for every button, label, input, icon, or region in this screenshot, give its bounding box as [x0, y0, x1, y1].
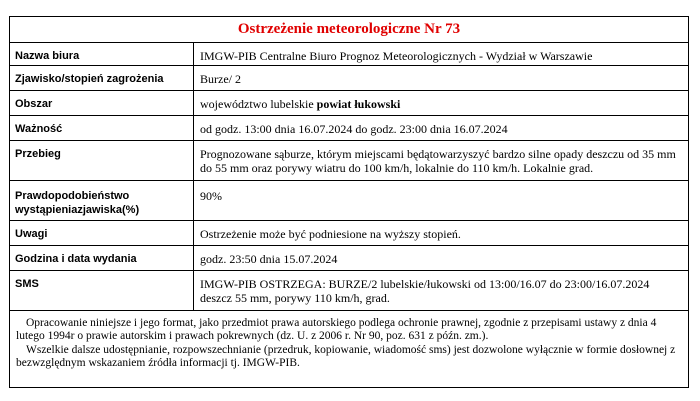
row-obszar	[10, 90, 688, 115]
row-label: Zjawisko/stopień zagrożenia	[10, 65, 194, 90]
row-label: SMS	[10, 270, 194, 310]
row-label: Prawdopodobieństwo wystąpieniazjawiska(%)	[10, 180, 194, 220]
distribution-paragraph: Wszelkie dalsze udostępnianie, rozpowszechnianie (przedruk, kopiowanie, wiadomość sms) jest dozwolone wyłącznie w formie dosłownej z bezwzględnym wskazaniem źródła informacji tj. IMGW-PIB.	[16, 343, 676, 369]
row-waznosc	[10, 115, 688, 140]
row-value: Burze/ 2	[194, 65, 689, 90]
row-uwagi	[10, 220, 688, 245]
row-nazwa-biura	[10, 43, 688, 65]
warning-document	[9, 16, 689, 388]
row-value	[194, 90, 689, 115]
obszar-prefix: województwo lubelskie	[200, 96, 317, 111]
row-value: 90%	[194, 180, 689, 220]
row-value: Prognozowane sąburze, którym miejscami będątowarzyszyć bardzo silne opady deszczu od 35 mm do 55 mm oraz porywy wiatru do 100 km/h, lokalnie do 110 km/h. Lokalnie grad.	[194, 140, 689, 180]
row-label: Ważność	[10, 115, 194, 140]
row-godzina-wydania	[10, 245, 688, 270]
row-value: Ostrzeżenie może być podniesione na wyższy stopień.	[194, 220, 689, 245]
row-label: Obszar	[10, 90, 194, 115]
row-label: Przebieg	[10, 140, 194, 180]
row-label: Godzina i data wydania	[10, 245, 194, 270]
warning-table	[10, 43, 688, 311]
row-value: IMGW-PIB Centralne Biuro Prognoz Meteorologicznych - Wydział w Warszawie	[194, 43, 689, 65]
row-value: IMGW-PIB OSTRZEGA: BURZE/2 lubelskie/łukowski od 13:00/16.07 do 23:00/16.07.2024 deszcz 55 mm, porywy 110 km/h, grad.	[194, 270, 689, 310]
row-label: Uwagi	[10, 220, 194, 245]
row-sms	[10, 270, 688, 310]
warning-title: Ostrzeżenie meteorologiczne Nr 73	[10, 17, 688, 43]
row-przebieg	[10, 140, 688, 180]
row-zjawisko	[10, 65, 688, 90]
obszar-powiat: powiat łukowski	[316, 96, 401, 111]
row-label: Nazwa biura	[10, 43, 194, 65]
row-value: godz. 23:50 dnia 15.07.2024	[194, 245, 689, 270]
copyright-paragraph: Opracowanie niniejsze i jego format, jako przedmiot prawa autorskiego podlega ochronie prawnej, zgodnie z przepisami ustawy z dnia 4 lutego 1994r o prawie autorskim i prawach pokrewnych (dz. U. z 2006 r. Nr 90, poz. 631 z późn. zm.).	[16, 316, 657, 342]
row-prawdopodobienstwo	[10, 180, 688, 220]
copyright-notice	[10, 311, 688, 371]
row-value: od godz. 13:00 dnia 16.07.2024 do godz. 23:00 dnia 16.07.2024	[194, 115, 689, 140]
